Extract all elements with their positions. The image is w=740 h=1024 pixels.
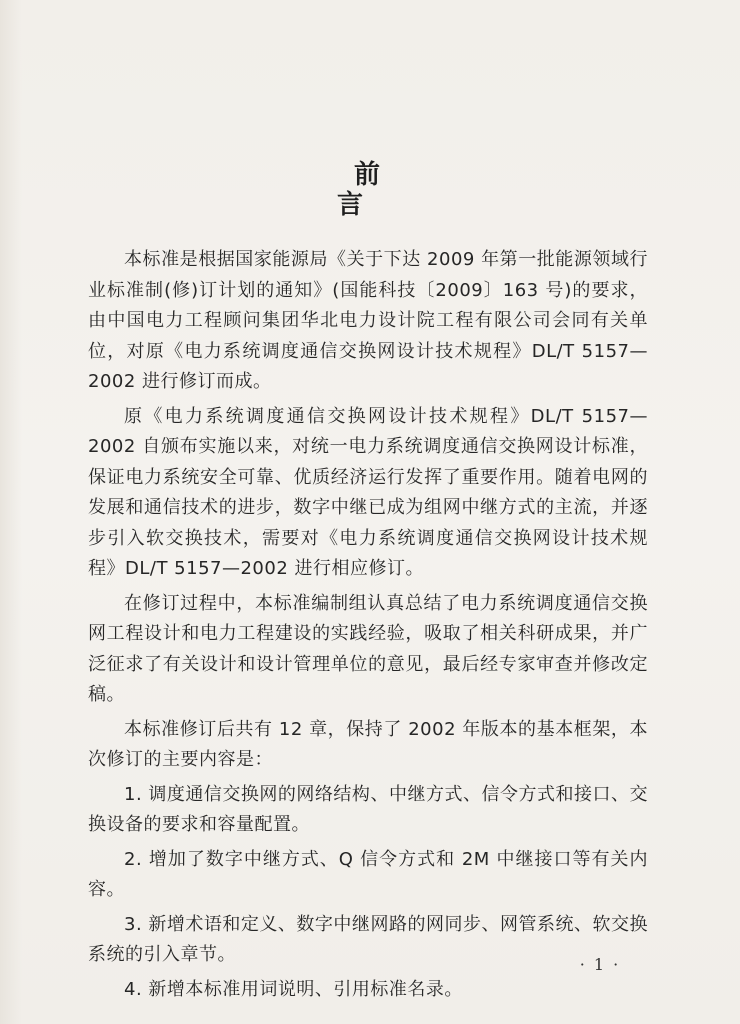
page-title: 前言 xyxy=(336,160,414,220)
list-item-3: 3. 新增术语和定义、数字中继网路的网同步、网管系统、软交换系统的引入章节。 xyxy=(88,913,648,965)
list-item-1: 1. 调度通信交换网的网络结构、中继方式、信令方式和接口、交换设备的要求和容量配置。 xyxy=(88,783,648,835)
list-item-4: 4. 新增本标准用词说明、引用标准名录。 xyxy=(124,978,463,1000)
page-number: · 1 · xyxy=(579,955,621,974)
paragraph-2: 原《电力系统调度通信交换网设计技术规程》DL/T 5157—2002 自颁布实施以来，对统一电力系统调度通信交换网设计标准，保证电力系统安全可靠、优质经济运行发挥了重要作用。随着电网的发展和通信技术的进步，数字中继已成为组网中继方式的主流，并逐步引入软交换技术，需要对《电力系统调度通信交换网设计技术规程》DL/T 5157—2002 进行相应修订。 xyxy=(88,405,648,579)
paragraph-3: 在修订过程中，本标准编制组认真总结了电力系统调度通信交换网工程设计和电力工程建设的实践经验，吸取了相关科研成果，并广泛征求了有关设计和设计管理单位的意见，最后经专家审查并修改定稿。 xyxy=(88,592,648,705)
document-body xyxy=(88,245,648,1009)
paragraph-4: 本标准修订后共有 12 章，保持了 2002 年版本的基本框架，本次修订的主要内容是： xyxy=(88,718,648,770)
paragraph-1: 本标准是根据国家能源局《关于下达 2009 年第一批能源领域行业标准制(修)订计划的通知》(国能科技〔2009〕163 号)的要求，由中国电力工程顾问集团华北电力设计院工程有限公司会同有关单位，对原《电力系统调度通信交换网设计技术规程》DL/T 5157—2002 进行修订而成。 xyxy=(88,249,648,392)
list-item-2: 2. 增加了数字中继方式、Q 信令方式和 2M 中继接口等有关内容。 xyxy=(88,848,648,900)
